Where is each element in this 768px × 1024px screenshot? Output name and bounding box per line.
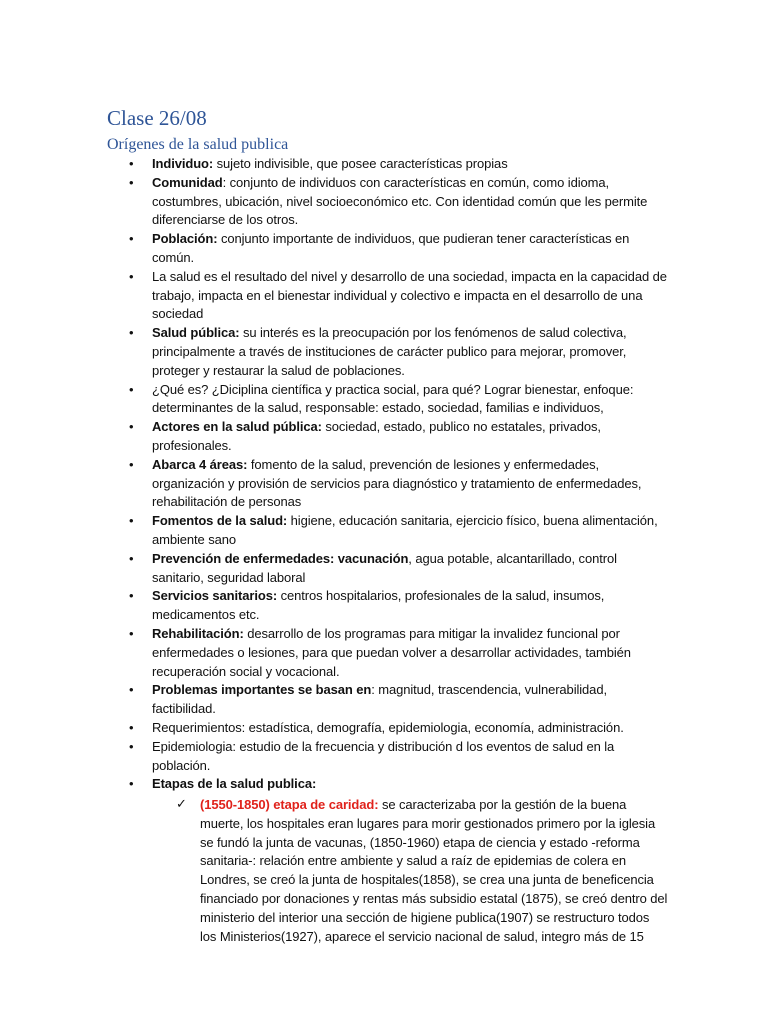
item-term: Salud pública: [152, 325, 240, 341]
list-item [0, 719, 768, 738]
bullet-icon: • [129, 231, 134, 247]
item-text: Requerimientos: estadística, demografía, epidemiologia, economía, administración. [152, 719, 624, 735]
item-term: Comunidad [152, 174, 223, 190]
list-item [0, 625, 768, 681]
item-text: La salud es el resultado del nivel y desarrollo de una sociedad, impacta en la capacidad de trabajo, impacta en el bienestar individual y colectivo e impacta en el desarrollo de una sociedad [152, 268, 667, 322]
list-item [0, 587, 768, 625]
highlighted-term: (1550-1850) etapa de caridad: [200, 797, 379, 813]
bullet-icon: • [129, 719, 134, 735]
item-term: Población: [152, 231, 218, 247]
bullet-icon: • [129, 419, 134, 435]
item-text: sociedad, estado, publico no estatales, privados, profesionales. [152, 419, 601, 453]
item-text: centros hospitalarios, profesionales de la salud, insumos, medicamentos etc. [152, 588, 605, 623]
bullet-icon: • [129, 381, 134, 397]
item-term: Etapas de la salud publica: [152, 776, 317, 792]
item-text: Epidemiologia: estudio de la frecuencia y distribución d los eventos de salud en la población. [152, 738, 615, 773]
item-term: Problemas importantes se basan en [152, 682, 372, 698]
list-item [0, 512, 768, 550]
list-item [0, 775, 768, 794]
item-term: Abarca 4 áreas: [152, 456, 248, 472]
checkmark-icon: ✓ [176, 797, 187, 813]
list-item [0, 456, 768, 512]
bullet-icon: • [129, 682, 134, 698]
item-text: desarrollo de los programas para mitigar la invalidez funcional por enfermedades o lesiones, para que puedan volver a desarrollar actividades, también recuperación social y vocacional. [152, 625, 631, 679]
item-text: sujeto indivisible, que posee características propias [213, 156, 508, 171]
list-item [0, 230, 768, 268]
item-term: Servicios sanitarios: [152, 588, 278, 604]
bullet-icon: • [129, 550, 134, 566]
item-text: fomento de la salud, prevención de lesiones y enfermedades, organización y provisión de servicios para diagnóstico y tratamiento de enfermedades, rehabilitación de personas [152, 456, 642, 510]
list-item [0, 550, 768, 588]
bullet-icon: • [129, 588, 134, 604]
list-item [0, 324, 768, 380]
item-text: : magnitud, trascendencia, vulnerabilidad, factibilidad. [152, 682, 607, 717]
bullet-icon: • [129, 174, 134, 190]
bullet-icon: • [129, 513, 134, 529]
list-item [0, 681, 768, 719]
bullet-icon: • [129, 738, 134, 754]
list-item [0, 418, 768, 456]
item-term: Prevención de enfermedades: vacunación [152, 550, 409, 566]
section-heading: Orígenes de la salud publica [107, 136, 289, 153]
item-term: Individuo: [152, 156, 214, 171]
list-item [0, 174, 768, 230]
bullet-icon: • [129, 456, 134, 472]
item-text: , agua potable, alcantarillado, control sanitario, seguridad laboral [152, 550, 617, 585]
item-text: : conjunto de individuos con características en común, como idioma, costumbres, ubicación, nivel socioeconómico etc. Con identidad común que les permite diferenciarse de los otros. [152, 174, 648, 228]
item-text: conjunto importante de individuos, que pudieran tener características en común. [152, 231, 630, 265]
list-item [0, 381, 768, 419]
bullet-icon: • [129, 776, 134, 792]
item-text: su interés es la preocupación por los fenómenos de salud colectiva, principalmente a través de instituciones de carácter publico para mejorar, promover, proteger y restaurar la salud de poblaciones. [152, 325, 627, 378]
sub-item-text: se caracterizaba por la gestión de la buena muerte, los hospitales eran lugares para morir gestionados primero por la iglesia se fundó la junta de vacunas, (1850-1960) etapa de ciencia y estado -reforma sanitaria-: relación entre ambiente y salud a raíz de epidemias de colera en Londres, se creó la junta de hospitales(1858), se crea una junta de beneficencia financiado por donaciones y rentas más subsidio estatal (1875), se creó dentro del ministerio del interior una sección de higiene publica(1907) se restructuro todos los Ministerios(1927), aparece el servicio nacional de salud, integro más de 15 [200, 797, 668, 944]
item-term: Actores en la salud pública: [152, 419, 322, 435]
page-title: Clase 26/08 [107, 106, 207, 130]
sub-list-item [0, 796, 768, 946]
bullet-icon: • [129, 156, 134, 171]
item-term: Fomentos de la salud: [152, 513, 288, 529]
item-term: Rehabilitación: [152, 625, 244, 641]
list-item [0, 738, 768, 776]
list-item [0, 155, 768, 174]
bullet-icon: • [129, 625, 134, 641]
bullet-icon: • [129, 268, 134, 284]
bullet-icon: • [129, 325, 134, 341]
item-text: ¿Qué es? ¿Diciplina científica y practica social, para qué? Lograr bienestar, enfoque: determinantes de la salud, responsable: estado, sociedad, familias e individuos, [152, 381, 634, 416]
item-text: higiene, educación sanitaria, ejercicio físico, buena alimentación, ambiente sano [152, 513, 658, 547]
bullet-list [0, 155, 768, 946]
list-item [0, 268, 768, 324]
